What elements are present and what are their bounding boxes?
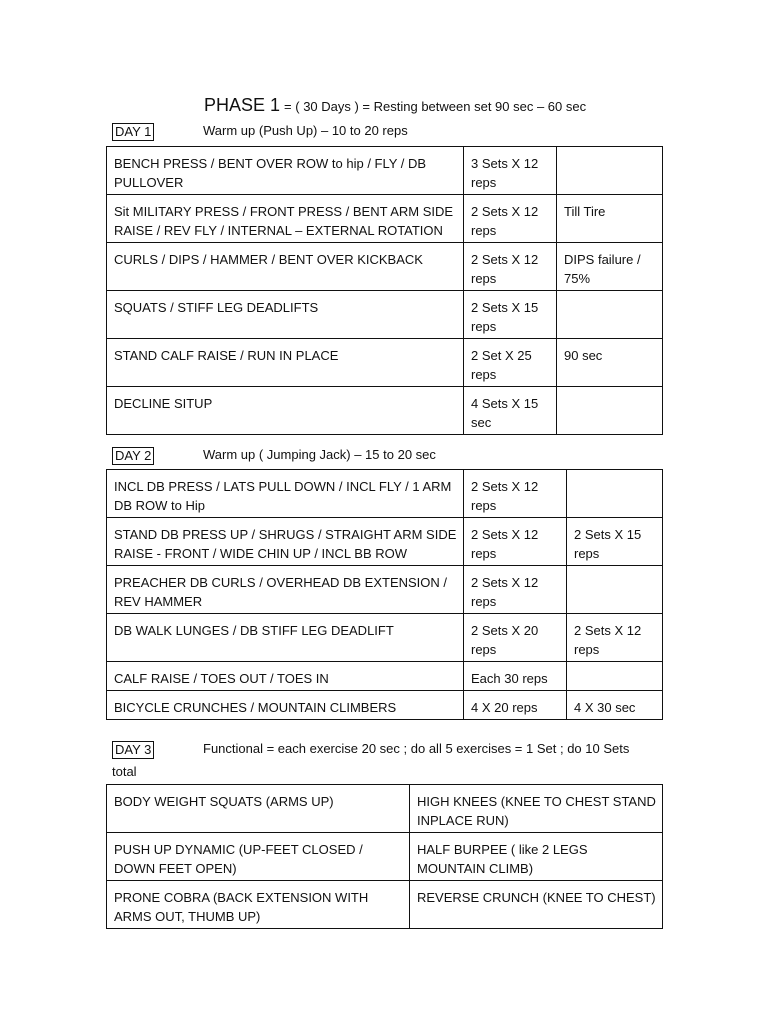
day2-table <box>106 469 663 720</box>
sets-cell: Each 30 reps <box>464 662 567 691</box>
table-row <box>107 339 663 387</box>
table-row <box>107 691 663 720</box>
note-cell: 90 sec <box>557 339 663 387</box>
table-row <box>107 387 663 435</box>
table-row <box>107 518 663 566</box>
sets-cell: 2 Sets X 12 reps <box>464 195 557 243</box>
table-row <box>107 614 663 662</box>
table-row <box>107 566 663 614</box>
day1-title: Warm up (Push Up) – 10 to 20 reps <box>203 123 408 138</box>
sets-cell: 3 Sets X 12 reps <box>464 147 557 195</box>
table-row <box>107 291 663 339</box>
sets-alt-cell <box>567 566 663 614</box>
note-cell <box>557 147 663 195</box>
day1-header <box>112 123 408 141</box>
exercise-cell: DECLINE SITUP <box>107 387 464 435</box>
day1-tag: DAY 1 <box>112 123 154 141</box>
sets-cell: 2 Sets X 20 reps <box>464 614 567 662</box>
day2-header <box>112 447 436 465</box>
note-cell <box>557 387 663 435</box>
phase-heading: PHASE 1 <box>204 95 281 115</box>
exercise-cell: BICYCLE CRUNCHES / MOUNTAIN CLIMBERS <box>107 691 464 720</box>
day3-table <box>106 784 663 929</box>
sets-alt-cell <box>567 662 663 691</box>
exercise-cell: CURLS / DIPS / HAMMER / BENT OVER KICKBACK <box>107 243 464 291</box>
sets-alt-cell: 2 Sets X 15 reps <box>567 518 663 566</box>
note-cell: DIPS failure / 75% <box>557 243 663 291</box>
note-cell <box>557 291 663 339</box>
table-row <box>107 243 663 291</box>
sets-cell: 2 Sets X 12 reps <box>464 566 567 614</box>
exercise-cell: PRONE COBRA (BACK EXTENSION WITH ARMS OUT, THUMB UP) <box>107 881 410 929</box>
day3-tag: DAY 3 <box>112 741 154 759</box>
phase-title <box>204 95 586 116</box>
exercise-cell: STAND CALF RAISE / RUN IN PLACE <box>107 339 464 387</box>
phase-subtitle: = ( 30 Days ) = Resting between set 90 sec – 60 sec <box>284 99 587 114</box>
day3-title: Functional = each exercise 20 sec ; do all 5 exercises = 1 Set ; do 10 Sets <box>203 741 630 756</box>
table-row <box>107 785 663 833</box>
exercise-cell: STAND DB PRESS UP / SHRUGS / STRAIGHT ARM SIDE RAISE - FRONT / WIDE CHIN UP / INCL BB ROW <box>107 518 464 566</box>
table-row <box>107 662 663 691</box>
sets-cell: 2 Set X 25 reps <box>464 339 557 387</box>
day2-tag: DAY 2 <box>112 447 154 465</box>
day3-header <box>112 741 630 759</box>
exercise-cell: BENCH PRESS / BENT OVER ROW to hip / FLY / DB PULLOVER <box>107 147 464 195</box>
sets-cell: 2 Sets X 12 reps <box>464 470 567 518</box>
sets-cell: 4 X 20 reps <box>464 691 567 720</box>
day3-title-continued: total <box>112 764 137 779</box>
exercise-cell: Sit MILITARY PRESS / FRONT PRESS / BENT ARM SIDE RAISE / REV FLY / INTERNAL – EXTERNAL ROTATION <box>107 195 464 243</box>
sets-alt-cell: 2 Sets X 12 reps <box>567 614 663 662</box>
exercise-cell: HALF BURPEE ( like 2 LEGS MOUNTAIN CLIMB) <box>410 833 663 881</box>
day2-title: Warm up ( Jumping Jack) – 15 to 20 sec <box>203 447 436 462</box>
table-row <box>107 147 663 195</box>
table-row <box>107 881 663 929</box>
note-cell: Till Tire <box>557 195 663 243</box>
exercise-cell: HIGH KNEES (KNEE TO CHEST STAND INPLACE RUN) <box>410 785 663 833</box>
sets-alt-cell: 4 X 30 sec <box>567 691 663 720</box>
table-row <box>107 195 663 243</box>
exercise-cell: SQUATS / STIFF LEG DEADLIFTS <box>107 291 464 339</box>
exercise-cell: REVERSE CRUNCH (KNEE TO CHEST) <box>410 881 663 929</box>
table-row <box>107 470 663 518</box>
sets-alt-cell <box>567 470 663 518</box>
day1-table <box>106 146 663 435</box>
exercise-cell: PREACHER DB CURLS / OVERHEAD DB EXTENSION / REV HAMMER <box>107 566 464 614</box>
sets-cell: 2 Sets X 12 reps <box>464 518 567 566</box>
sets-cell: 2 Sets X 15 reps <box>464 291 557 339</box>
exercise-cell: PUSH UP DYNAMIC (UP-FEET CLOSED / DOWN FEET OPEN) <box>107 833 410 881</box>
exercise-cell: BODY WEIGHT SQUATS (ARMS UP) <box>107 785 410 833</box>
table-row <box>107 833 663 881</box>
exercise-cell: INCL DB PRESS / LATS PULL DOWN / INCL FLY / 1 ARM DB ROW to Hip <box>107 470 464 518</box>
exercise-cell: CALF RAISE / TOES OUT / TOES IN <box>107 662 464 691</box>
sets-cell: 4 Sets X 15 sec <box>464 387 557 435</box>
exercise-cell: DB WALK LUNGES / DB STIFF LEG DEADLIFT <box>107 614 464 662</box>
sets-cell: 2 Sets X 12 reps <box>464 243 557 291</box>
